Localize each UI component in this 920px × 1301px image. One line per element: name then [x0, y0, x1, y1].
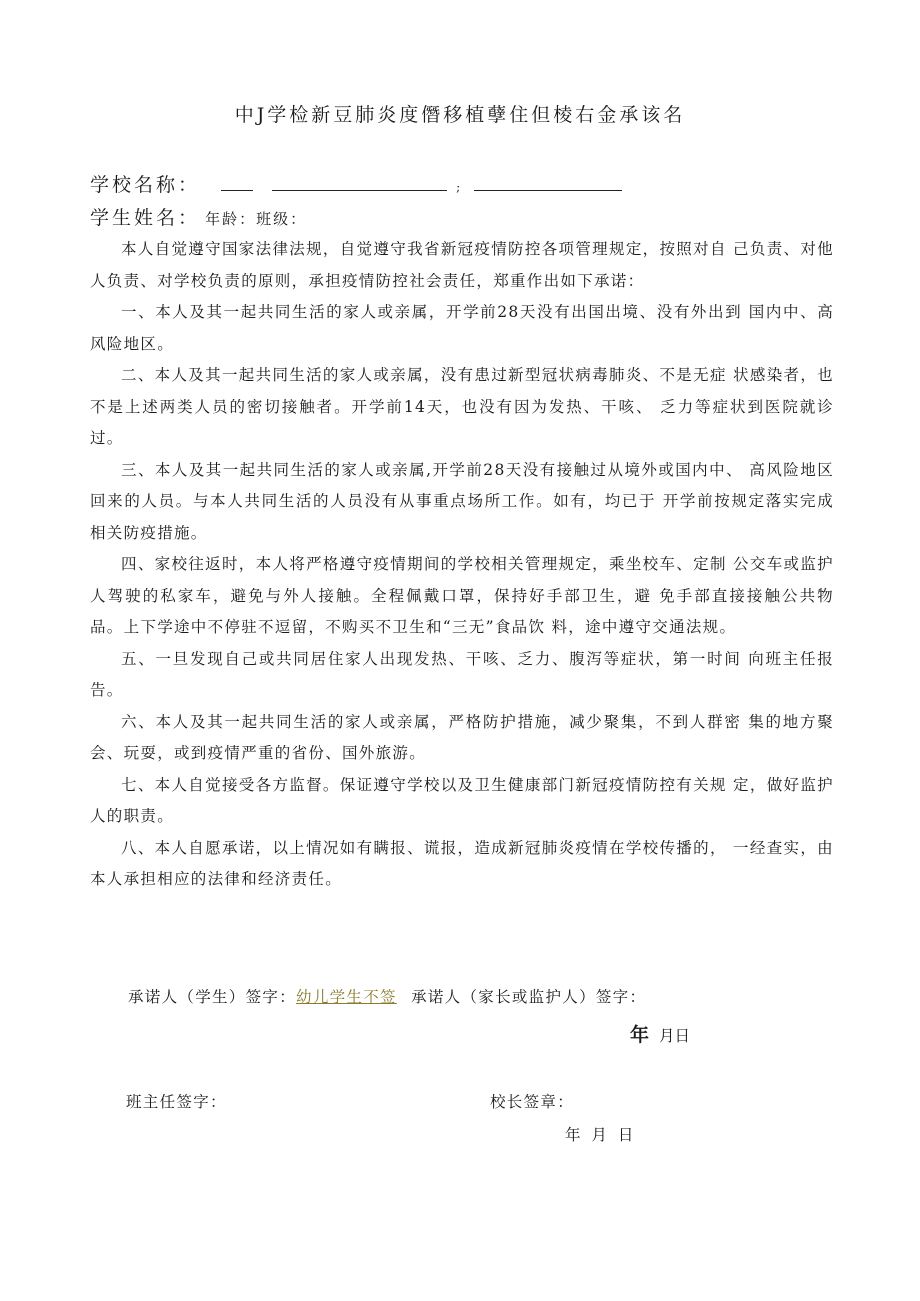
- teacher-signature-label: 班主任签字：: [126, 1093, 227, 1111]
- paragraph-1: 一、本人及其一起共同生活的家人或亲属，开学前28天没有出国出境、没有外出到 国内中、高风险地区。: [90, 303, 834, 353]
- commitment-body: [90, 234, 834, 896]
- paragraph-7: 七、本人自觉接受各方监督。保证遵守学校以及卫生健康部门新冠疫情防控有关规 定，做好监护人的职责。: [90, 775, 834, 825]
- school-name-field-1[interactable]: [221, 172, 253, 191]
- student-signature-note[interactable]: 幼儿学生不签: [296, 988, 397, 1006]
- student-name-label: 学生姓名：: [90, 207, 201, 229]
- student-signature-label: 承诺人（学生）签字：: [128, 988, 297, 1006]
- school-name-label: 学校名称：: [90, 174, 201, 196]
- paragraph-2: 二、本人及其一起共同生活的家人或亲属，没有患过新型冠状病毒肺炎、不是无症 状感染者，也不是上述两类人员的密切接触者。开学前14天，也没有因为发热、干咳、 乏力等症状到医院就诊过。: [90, 366, 834, 447]
- date-year-label: 年: [630, 1024, 650, 1046]
- date-month-day-label: 月日: [659, 1027, 691, 1045]
- page-title: 中J学检新豆肺炎度僭移植孽住但棱右金承该名: [234, 104, 686, 126]
- school-name-row: [90, 170, 622, 197]
- paragraph-5: 五、一旦发现自己或共同居住家人出现发热、干咳、乏力、腹泻等症状，第一时间 向班主任报告。: [90, 649, 834, 699]
- principal-stamp-label: 校长签章：: [490, 1093, 575, 1111]
- paragraph-6: 六、本人及其一起共同生活的家人或亲属，严格防护措施，减少聚集，不到人群密 集的地方聚会、玩耍，或到疫情严重的省份、国外旅游。: [90, 712, 834, 762]
- signature-row: [128, 985, 646, 1007]
- school-name-field-3[interactable]: [474, 172, 622, 191]
- parent-signature-label: 承诺人（家长或监护人）签字：: [411, 988, 647, 1006]
- paragraph-3: 三、本人及其一起共同生活的家人或亲属,开学前28天没有接触过从境外或国内中、 高风险地区回来的人员。与本人共同生活的人员没有从事重点场所工作。如有，均已于 开学前按规定落实完成相关防疫措施。: [90, 460, 834, 542]
- approval-date: 年 月 日: [565, 1126, 634, 1144]
- paragraph-8: 八、本人自愿承诺，以上情况如有瞒报、谎报，造成新冠肺炎疫情在学校传播的， 一经查实，由本人承担相应的法律和经济责任。: [90, 838, 834, 888]
- age-class-label: 年龄：班级：: [205, 210, 308, 228]
- student-info-row: [90, 203, 307, 230]
- school-name-field-2[interactable]: [272, 172, 447, 191]
- commitment-date: [630, 1020, 690, 1047]
- paragraph-4: 四、家校往返时，本人将严格遵守疫情期间的学校相关管理规定，乘坐校车、定制 公交车或监护人驾驶的私家车，避免与外人接触。全程佩戴口罩，保持好手部卫生，避 免手部直接接触公共物品。上下学途中不停驻不逗留，不购买不卫生和“三无”食品饮 料，途中遵守交通法规。: [90, 555, 834, 636]
- separator: ;: [456, 180, 464, 194]
- paragraph-intro: 本人自觉遵守国家法律法规，自觉遵守我省新冠疫情防控各项管理规定，按照对自 己负责、对他人负责、对学校负责的原则，承担疫情防控社会责任，郑重作出如下承诺：: [90, 240, 834, 290]
